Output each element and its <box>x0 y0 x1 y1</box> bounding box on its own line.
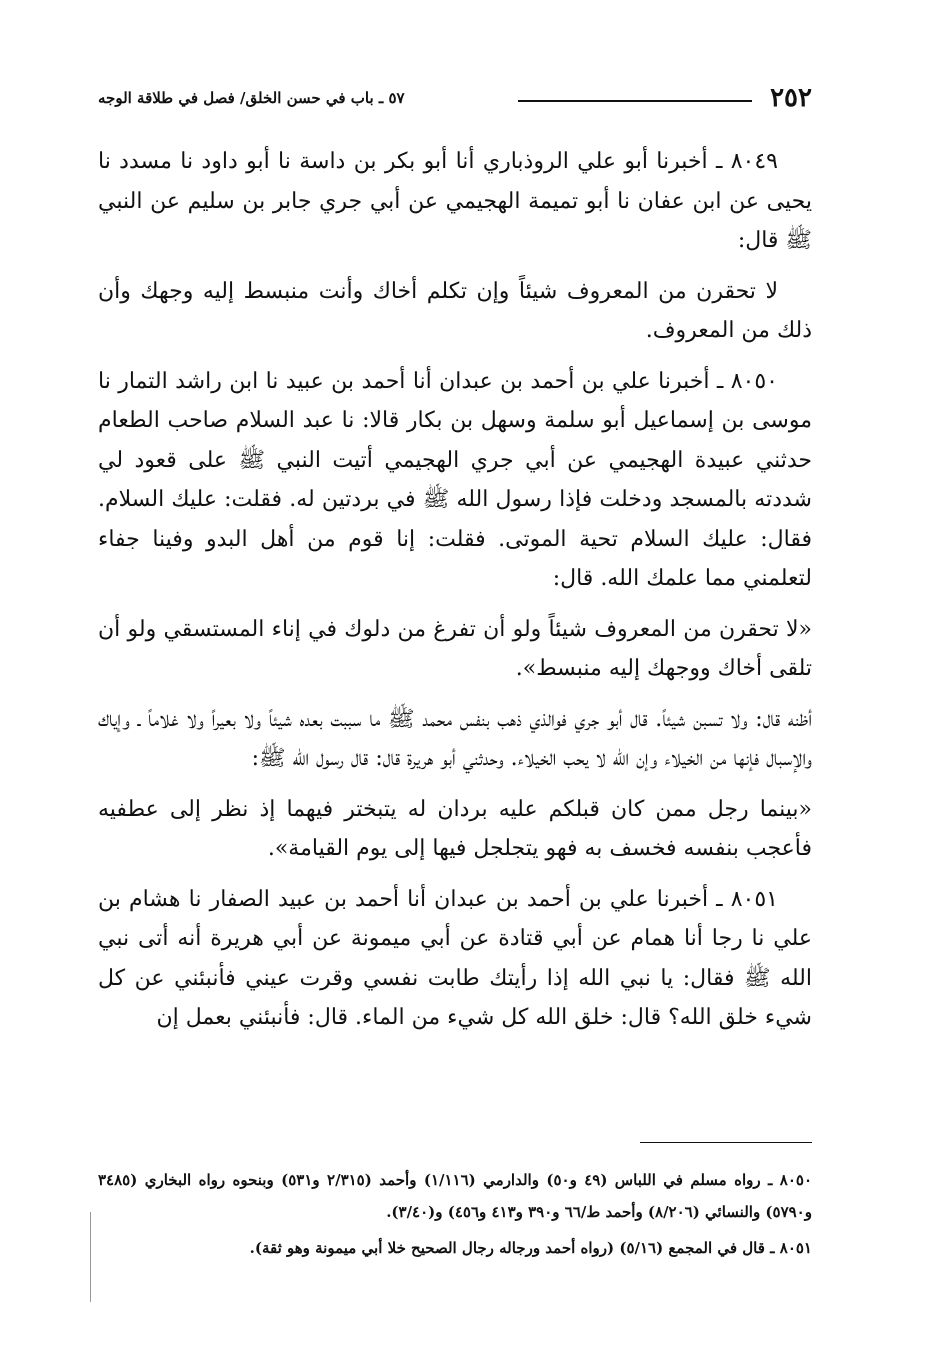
hadith-8050-continuation: أظنه قال: ولا تسبن شيئاً. قال أبو جري فوالذي ذهب بنفس محمد ﷺ ما سببت بعده شيئاً ولا بعيراً ولا غلاماً ـ وإياك والإسبال فإنها من الخيلاء وإن الله لا يحب الخيلاء. وحدثني أبو هريرة قال: قال رسول الله ﷺ: <box>98 706 812 771</box>
running-header <box>98 82 812 114</box>
book-page <box>98 70 812 1300</box>
hadith-8049-matn: لا تحقرن من المعروف شيئاً وإن تكلم أخاك وأنت منبسط إليه وجهك وأن ذلك من المعروف. <box>98 278 812 343</box>
hadith-8050-quote: «بينما رجل ممن كان قبلكم عليه بردان له يتبختر فيهما إذ نظر إلى عطفيه فأعجب بنفسه فخسف به فهو يتجلجل فيها إلى يوم القيامة». <box>98 796 812 861</box>
margin-mark <box>90 1212 91 1302</box>
footnote-8050: ٨٠٥٠ ـ رواه مسلم في اللباس (٤٩ و٥٠) والدارمي (١/١١٦) وأحمد (٢/٣١٥ و٥٣١) وبنحوه رواه البخاري (٣٤٨٥ و٥٧٩٠) والنسائي (٨/٢٠٦) وأحمد ط/٦٦ و٣٩٠ و٤١٣ و٤٥٦) و(٣/٤٠). <box>98 1171 813 1221</box>
hadith-8050-matn: «لا تحقرن من المعروف شيئاً ولو أن تفرغ من دلوك في إناء المستسقي ولو أن تلقى أخاك ووجهك إليه منبسط». <box>98 616 812 681</box>
footnote-8051: ٨٠٥١ ـ قال في المجمع (٥/١٦) (رواه أحمد ورجاله رجال الصحيح خلا أبي ميمونة وهو ثقة). <box>249 1239 812 1257</box>
page-number: ٢٥٢ <box>770 83 812 113</box>
header-chapter-title: ٥٧ ـ باب في حسن الخلق/ فصل في طلاقة الوجه <box>98 89 405 107</box>
hadith-8050-isnad: ٨٠٥٠ ـ أخبرنا علي بن أحمد بن عبدان أنا أحمد بن عبيد نا ابن راشد التمار نا موسى بن إسماعيل أبو سلمة وسهل بن بكار قالا: نا عبد السلام صاحب الطعام حدثني عبيدة الهجيمي عن أبي جري الهجيمي أتيت النبي ﷺ على قعود لي شددته بالمسجد ودخلت فإذا رسول الله ﷺ في بردتين له. فقلت: عليك السلام. فقال: عليك السلام تحية الموتى. فقلت: إنا قوم من أهل البدو وفينا جفاء لتعلمني مما علمك الله. قال: <box>98 368 812 591</box>
hadith-8051-isnad: ٨٠٥١ ـ أخبرنا علي بن أحمد بن عبدان أنا أحمد بن عبيد الصفار نا هشام بن علي نا رجا أنا همام عن أبي قتادة عن أبي ميمونة عن أبي هريرة أنه أتى نبي الله ﷺ فقال: يا نبي الله إذا رأيتك طابت نفسي وقرت عيني فأنبئني عن كل شيء خلق الله؟ قال: خلق الله كل شيء من الماء. قال: فأنبئني بعمل إن <box>98 886 812 1030</box>
footnote-separator <box>640 1142 812 1143</box>
main-text <box>98 142 812 1049</box>
hadith-8049-isnad: ٨٠٤٩ ـ أخبرنا أبو علي الروذباري أنا أبو بكر بن داسة نا أبو داود نا مسدد نا يحيى عن ابن عفان نا أبو تميمة الهجيمي عن أبي جري جابر بن سليم عن النبي ﷺ قال: <box>98 149 812 253</box>
header-rule <box>518 100 752 102</box>
footnotes <box>98 1164 812 1268</box>
